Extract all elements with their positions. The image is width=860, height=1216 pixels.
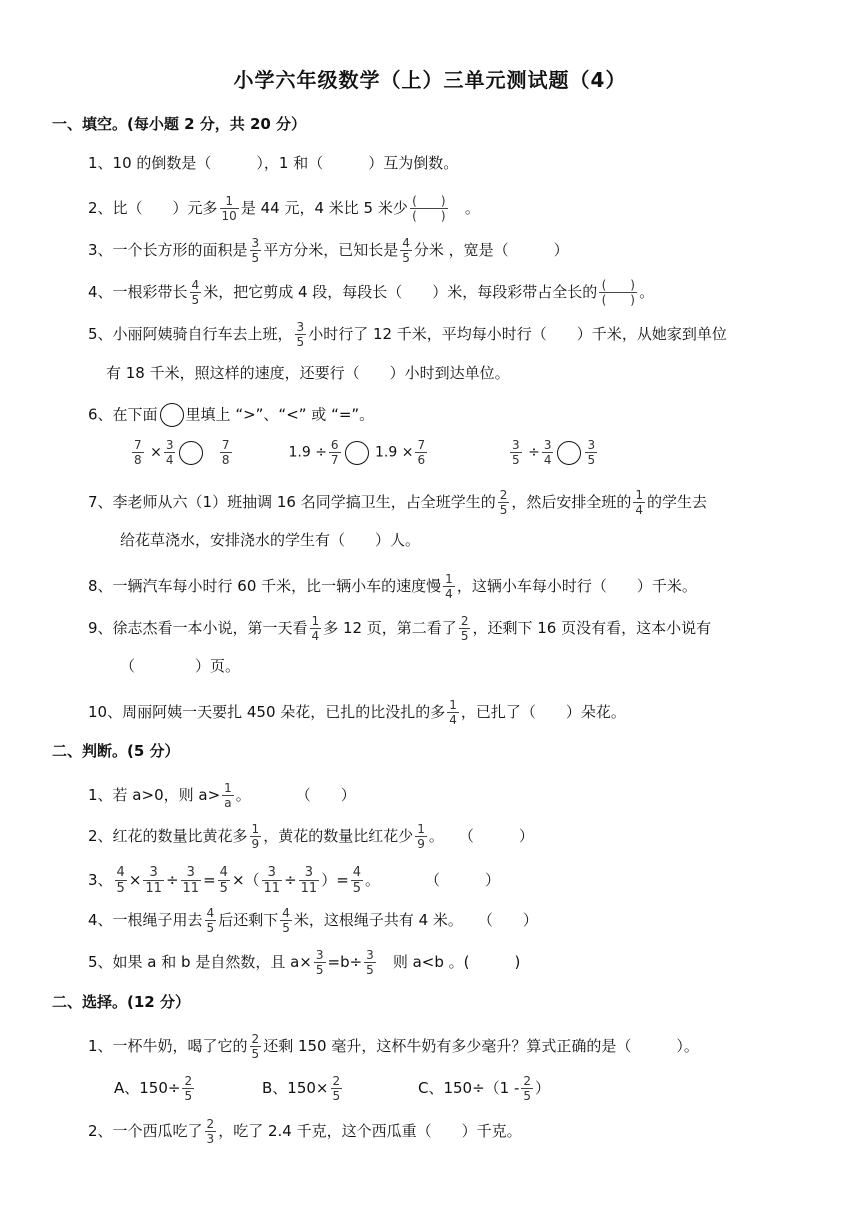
fraction-6-7: $\frac{6}{7}$ [330,438,339,467]
question-2-5 [88,948,520,977]
q-text: 5、如果 a 和 b 是自然数，且 a× [88,953,312,971]
equals-sign: ）= [321,871,349,889]
question-1-8 [88,572,697,601]
option-label: ） [535,1079,551,1097]
times-sign: ×（ [231,871,260,889]
fraction-3-5: $\frac{3}{5}$ [587,438,596,467]
fraction-1-10: $\frac{1}{10}$ [221,194,237,223]
q-text: 1、若 a>0，则 a> [88,786,221,804]
q-text: 3、一个长方形的面积是 [88,241,248,259]
fraction-2-5: $\frac{2}{5}$ [332,1074,341,1103]
fraction-3-11: $\frac{3}{11}$ [145,865,162,896]
question-3-2 [88,1117,522,1146]
q-text: 4、一根绳子用去 [88,911,203,929]
circle-blank[interactable] [179,441,203,465]
q-text: ，这辆小车每小时行（ ）千米。 [456,577,697,595]
times-sign: × [150,444,162,461]
q-text: 2、红花的数量比黄花多 [88,827,248,845]
question-2-4 [88,906,538,935]
q-text: 2、比（ ）元多 [88,199,218,217]
question-1-7 [88,488,707,517]
q-text: 4、一根彩带长 [88,283,188,301]
fraction-2-5: $\frac{2}{5}$ [184,1074,193,1103]
fraction-1-4: $\frac{1}{4}$ [311,614,320,643]
q-text: 米，把它剪成 4 段，每段长（ ）米，每段彩带占全长的 [203,283,598,301]
fraction-4-5: $\frac{4}{5}$ [219,865,228,896]
fraction-1-a: $\frac{1}{a}$ [224,781,232,810]
question-1-1: 1、10 的倒数是（ ），1 和（ ）互为倒数。 [88,154,459,172]
question-1-5-cont: 有 18 千米，照这样的速度，还要行（ ）小时到达单位。 [106,364,510,382]
question-1-9-cont: （ ）页。 [120,657,241,675]
fraction-3-5: $\frac{3}{5}$ [315,948,324,977]
q-text: 多 12 页，第二看了 [323,619,457,637]
fraction-3-5: $\frac{3}{5}$ [512,438,520,467]
question-1-6 [88,403,374,427]
circle-blank[interactable] [557,441,581,465]
question-1-9 [88,614,711,643]
fraction-7-6: $\frac{7}{6}$ [417,438,426,467]
fraction-3-11: $\frac{3}{11}$ [263,865,281,896]
q-text: 还剩 150 毫升，这杯牛奶有多少毫升？算式正确的是（ ）。 [263,1037,699,1055]
q-text: 。 （ ） [365,871,501,889]
question-2-2 [88,822,534,851]
q-text: 分米 ，宽是（ ） [413,241,569,259]
q-text: 里填上 “>”、“<” 或 “=”。 [185,405,375,424]
fraction-3-4: $\frac{3}{4}$ [165,438,174,467]
divide-sign: ÷ [315,444,327,461]
fraction-1-9: $\frac{1}{9}$ [251,822,260,851]
fraction-1-4: $\frac{1}{4}$ [449,698,457,727]
q-text: 1、一杯牛奶，喝了它的 [88,1037,248,1055]
option-label: A、150÷ [114,1079,181,1097]
question-1-4 [88,278,654,307]
fraction-7-8: $\frac{7}{8}$ [221,438,230,467]
fraction-2-5: $\frac{2}{5}$ [251,1032,260,1061]
fraction-4-5: $\frac{4}{5}$ [402,236,410,265]
q-text: 则 a<b 。( ) [392,953,521,971]
q-text: 10、周丽阿姨一天要扎 450 朵花，已扎的比没扎的多 [88,703,446,721]
comparison-row [130,438,599,467]
q-text: 。 （ ） [235,786,356,804]
question-2-3 [88,865,500,896]
times-sign: × [128,871,142,889]
q-text: 5、小丽阿姨骑自行车去上班， [88,325,293,343]
q-text: =b÷ [327,953,363,971]
option-c[interactable] [418,1074,550,1103]
fraction-2-3: $\frac{2}{3}$ [206,1117,215,1146]
fraction-1-4: $\frac{1}{4}$ [635,488,644,517]
fraction-3-4: $\frac{3}{4}$ [543,438,552,467]
question-1-2 [88,194,480,223]
divide-sign: ÷ [165,871,179,889]
fraction-3-5: $\frac{3}{5}$ [251,236,260,265]
question-3-1 [88,1032,699,1061]
fraction-1-9: $\frac{1}{9}$ [417,822,425,851]
fraction-4-5: $\frac{4}{5}$ [282,906,290,935]
fraction-2-5: $\frac{2}{5}$ [460,614,469,643]
question-1-3 [88,236,569,265]
decimal-value: 1.9 [288,444,311,461]
option-a[interactable] [114,1074,196,1103]
q-text: 7、李老师从六（1）班抽调 16 名同学搞卫生，占全班学生的 [88,493,496,511]
q-text: 2、一个西瓜吃了 [88,1122,203,1140]
section-heading-choice: 二、选择。(12 分） [52,993,190,1011]
q-text: ，然后安排全班的 [511,493,632,511]
fraction-4-5: $\frac{4}{5}$ [352,865,362,896]
q-text: 9、徐志杰看一本小说，第一天看 [88,619,308,637]
q-text: ，还剩下 16 页没有看，这本小说有 [472,619,712,637]
q-text: ，吃了 2.4 千克，这个西瓜重（ ）千克。 [218,1122,522,1140]
fraction-3-5: $\frac{3}{5}$ [366,948,374,977]
question-2-1 [88,781,356,810]
page-title: 小学六年级数学（上）三单元测试题（4） [233,68,627,92]
fraction-4-5: $\frac{4}{5}$ [116,865,125,896]
fraction-1-4: $\frac{1}{4}$ [445,572,453,601]
divide-sign: ÷ [528,444,540,461]
fraction-4-5: $\frac{4}{5}$ [206,906,215,935]
option-label: C、150÷（1 - [418,1079,520,1097]
q-text: 。 （ ） [428,827,534,845]
times-sign: × [401,444,414,461]
q-text: 的学生去 [647,493,708,511]
q-text: 米，这根绳子共有 4 米。 （ ） [293,911,538,929]
fraction-blank: ( ) ( ) [410,194,448,223]
fraction-3-11: $\frac{3}{11}$ [182,865,200,896]
fraction-3-11: $\frac{3}{11}$ [300,865,318,896]
q-text: 后还剩下 [218,911,279,929]
q-text: ，已扎了（ ）朵花。 [460,703,626,721]
divide-sign: ÷ [284,871,297,889]
fraction-7-8: $\frac{7}{8}$ [134,438,142,467]
option-label: B、150× [262,1079,329,1097]
option-b[interactable] [262,1074,344,1103]
circle-blank[interactable] [345,441,369,465]
equals-sign: = [203,871,216,889]
q-text: 6、在下面 [88,405,158,424]
q-text: 。 [639,283,655,301]
question-1-10 [88,698,626,727]
fraction-4-5: $\frac{4}{5}$ [191,278,200,307]
fraction-2-5: $\frac{2}{5}$ [499,488,508,517]
fraction-3-5: $\frac{3}{5}$ [296,320,305,349]
section-heading-fill: 一、填空。(每小题 2 分，共 20 分） [52,115,307,133]
decimal-value: 1.9 [375,444,398,461]
fraction-blank: ( ) ( ) [599,278,637,307]
section-heading-judge: 二、判断。(5 分） [52,742,180,760]
q-text: 3、 [88,871,113,889]
q-text: 是 44 元，4 米比 5 米少 [240,199,408,217]
q-text: 平方分米，已知长是 [263,241,399,259]
question-1-5 [88,320,727,349]
fraction-2-5: $\frac{2}{5}$ [523,1074,532,1103]
q-text: 小时行了 12 千米，平均每小时行（ ）千米，从她家到单位 [308,325,727,343]
q-text: ，黄花的数量比红花少 [263,827,414,845]
q-text: 。 [464,199,480,217]
question-1-7-cont: 给花草浇水，安排浇水的学生有（ ）人。 [120,531,421,549]
circle-blank [160,403,184,427]
q-text: 8、一辆汽车每小时行 60 千米，比一辆小车的速度慢 [88,577,442,595]
